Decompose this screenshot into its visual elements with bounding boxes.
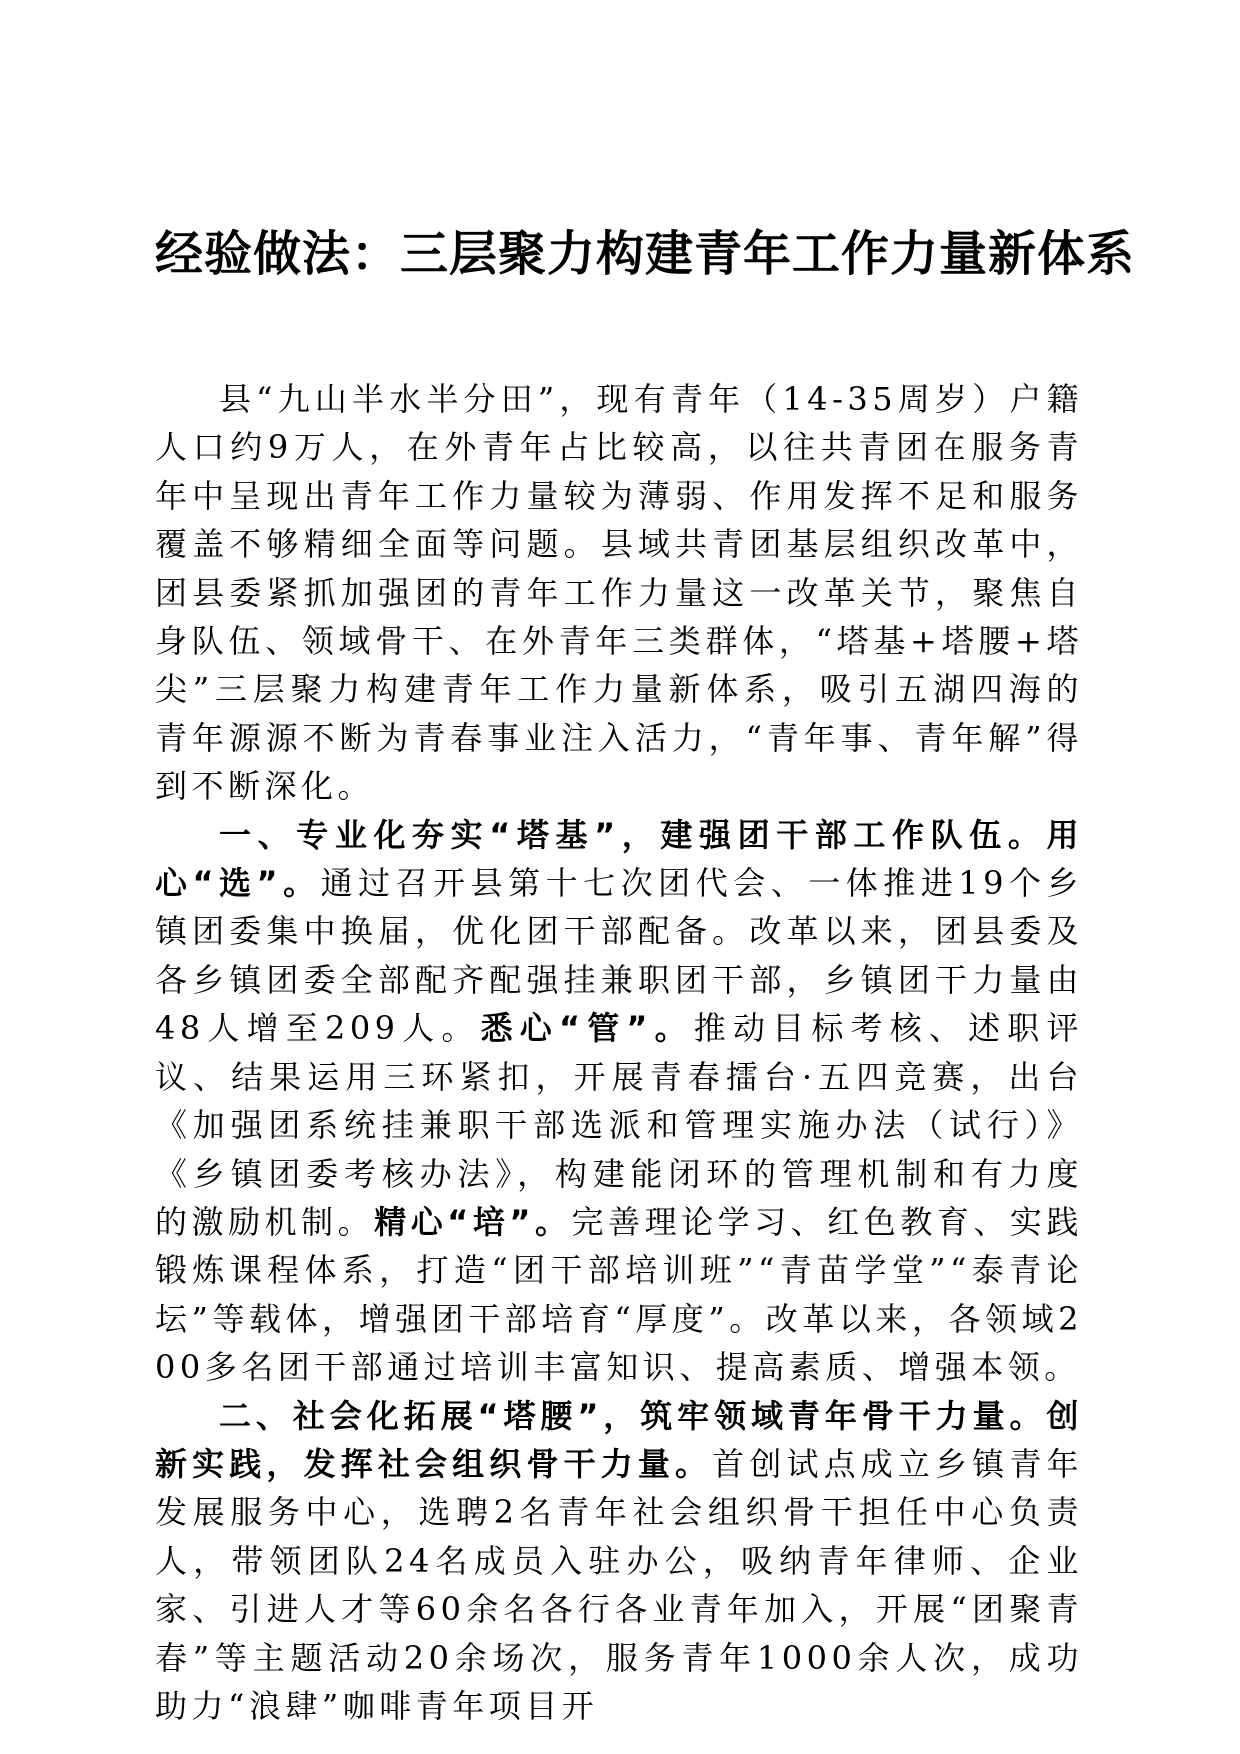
- section-1-sub-2-title: 悉心“管”。: [480, 1009, 694, 1048]
- section-1-sub-1-text: 通过召开县第十七次团代会、一体推进19个乡镇团委集中换届，优化团干部配备。改革以来，团县委及各乡镇团委全部配齐配强挂兼职团干部，乡镇团干力量由48人增至209人。: [155, 864, 1083, 1048]
- intro-paragraph: 县“九山半水半分田”，现有青年（14-35周岁）户籍人口约9万人，在外青年占比较高，以往共青团在服务青年中呈现出青年工作力量较为薄弱、作用发挥不足和服务覆盖不够精细全面等问题。县域共青团基层组织改革中，团县委紧抓加强团的青年工作力量这一改革关节，聚焦自身队伍、领域骨干、在外青年三类群体，“塔基+塔腰+塔尖”三层聚力构建青年工作力量新体系，吸引五湖四海的青年源源不断为青春事业注入活力，“青年事、青年解”得到不断深化。: [155, 380, 1083, 806]
- document-title: 经验做法：三层聚力构建青年工作力量新体系: [155, 226, 1136, 282]
- section-2-sub-1-text: 首创试点成立乡镇青年发展服务中心，选聘2名青年社会组织骨干担任中心负责人，带领团队24名成员入驻办公，吸纳青年律师、企业家、引进人才等60余名各行各业青年加入，开展“团聚青春”等主题活动20余场次，服务青年1000余人次，成功助力“浪肆”咖啡青年项目开: [155, 1444, 1083, 1725]
- section-1-sub-1-title: 用心“选”。: [155, 815, 1083, 903]
- section-2-heading: 二、社会化拓展“塔腰”，筑牢领域青年骨干力量。: [219, 1396, 1047, 1435]
- section-1-sub-2-text: 推动目标考核、述职评议、结果运用三环紧扣，开展青春擂台·五四竞赛，出台《加强团系统挂兼职干部选派和管理实施办法（试行）》《乡镇团委考核办法》，构建能闭环的管理机制和有力度的激励机制。: [155, 1009, 1083, 1241]
- section-1-sub-3-title: 精心“培”。: [374, 1202, 572, 1241]
- section-1-heading: 一、专业化夯实“塔基”，建强团干部工作队伍。: [219, 815, 1047, 854]
- document-body: [155, 375, 1083, 1730]
- section-1-sub-3-text: 完善理论学习、红色教育、实践锻炼课程体系，打造“团干部培训班”“青苗学堂”“泰青论坛”等载体，增强团干部培育“厚度”。改革以来，各领域200多名团干部通过培训丰富知识、提高素质、增强本领。: [155, 1202, 1083, 1387]
- section-2-sub-1-title: 创新实践，发挥社会组织骨干力量。: [155, 1396, 1083, 1483]
- section-2-paragraph: [155, 1392, 1083, 1731]
- section-1-paragraph: [155, 811, 1083, 1392]
